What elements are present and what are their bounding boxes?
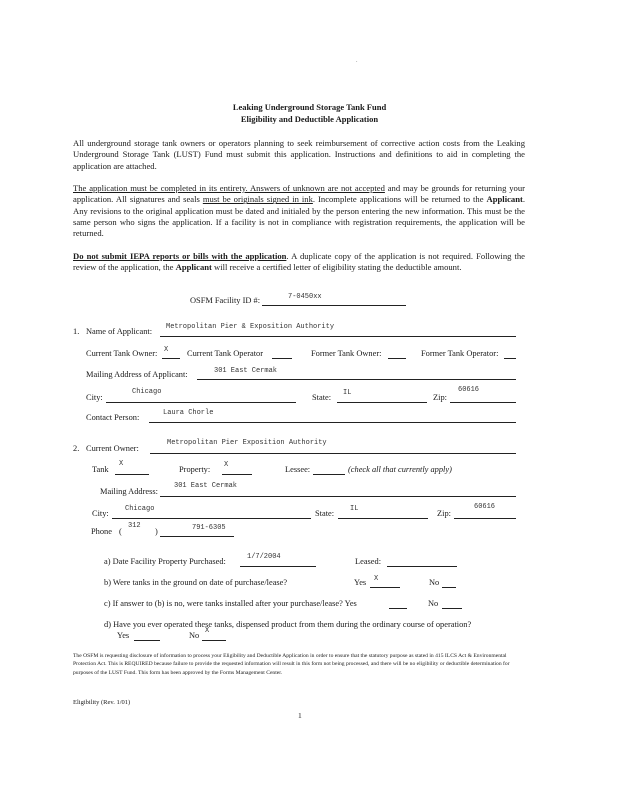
question-a-value[interactable]: 1/7/2004 [247,553,281,561]
owner-zip-label: Zip: [437,509,451,518]
applicant-name-line [160,336,516,337]
applicant-city-value[interactable]: Chicago [132,388,162,396]
intro-paragraph-3 [73,251,525,274]
applicant-mailing-label: Mailing Address of Applicant: [86,370,188,379]
owner-city-line [112,518,311,519]
facility-id-label: OSFM Facility ID #: [190,296,261,305]
page-number: 1 [298,711,302,720]
former-tank-operator-label: Former Tank Operator: [421,349,499,358]
question-b-no-line [442,587,456,588]
applicant-city-line [106,402,296,403]
question-d-label: d) Have you ever operated these tanks, dispensed product from them during the ordinary course of operation? [104,620,472,629]
facility-id-value[interactable]: 7-0450xx [288,293,322,301]
intro-paragraph-1: All underground storage tank owners or operators planning to seek reimbursement of corrective action costs from the Leaking Underground Storage Tank (LUST) Fund must submit this application. Instructions and definitions to aid in completing the application are attached. [73,138,525,171]
intro-p2-lead: The application must be completed in its entirety. Answers of unknown are not accepted [73,183,385,193]
phone-paren-close: ) [155,527,158,536]
section-1-number: 1. [73,327,80,336]
intro-paragraph-2 [73,183,525,239]
owner-city-value[interactable]: Chicago [125,505,155,513]
question-b-yes-label: Yes [354,578,367,587]
section-2-number: 2. [73,444,80,453]
applicant-mailing-value[interactable]: 301 East Cermak [214,367,278,375]
intro-p2-a: and may be grounds for returning your application. All signatures and seals [73,183,525,205]
applicant-zip-label: Zip: [433,393,447,402]
disclaimer-text: The OSFM is requesting disclosure of information to process your Eligibility and Deductible Application in order to ensure that the statutory purpose as stated in 415 ILCS Act & Environmental Protection Act. This is REQUIRED because failure to provide the requested information will result in this form not being processed, and there will be no eligibility or deductible determination for purposes of the LUST Fund. This form has been approved by the Forms Management Center. [73,653,510,676]
question-a-leased-label: Leased: [355,557,382,566]
applicant-zip-line [450,402,516,403]
current-tank-operator-line [272,358,292,359]
current-tank-owner-line [162,358,180,359]
owner-zip-line [454,518,516,519]
stray-mark: . [356,58,358,64]
lessee-line [313,474,345,475]
question-b-yes-mark[interactable]: X [374,575,379,583]
applicant-zip-value[interactable]: 60616 [458,386,480,394]
intro-p2-c: . Incomplete applications will be returned to the [312,194,487,205]
owner-city-label: City: [92,509,109,518]
phone-label: Phone [91,527,112,536]
applicant-state-label: State: [312,393,332,402]
question-d-no-line [202,640,226,641]
current-tank-owner-label: Current Tank Owner: [86,349,158,358]
current-owner-value[interactable]: Metropolitan Pier Exposition Authority [167,439,327,447]
current-tank-operator-label: Current Tank Operator [187,349,264,358]
question-d-yes-label: Yes [117,631,130,640]
phone-line [160,536,234,537]
question-d-no-mark[interactable]: X [205,627,210,635]
document-title: Leaking Underground Storage Tank Fund [232,102,387,112]
applicant-state-line [337,402,427,403]
question-a-label: a) Date Facility Property Purchased: [104,557,226,566]
owner-mailing-line [160,496,516,497]
question-c-no-label: No [428,599,439,608]
question-c-yes-line [389,608,407,609]
contact-person-label: Contact Person: [86,413,140,422]
owner-state-label: State: [315,509,335,518]
question-a-leased-line [387,566,457,567]
property-mark[interactable]: X [224,461,229,469]
tank-label: Tank [92,465,109,474]
lessee-label: Lessee: [285,465,311,474]
phone-number-value[interactable]: 791-6305 [192,524,226,532]
contact-person-value[interactable]: Laura Chorle [163,409,214,417]
phone-paren-open: ( [119,527,122,536]
former-tank-owner-label: Former Tank Owner: [311,349,382,358]
tank-line [115,474,149,475]
applicant-state-value[interactable]: IL [343,389,352,397]
owner-state-line [338,518,428,519]
property-line [222,474,252,475]
document-subtitle: Eligibility and Deductible Application [240,114,379,124]
facility-id-line [262,305,406,306]
current-owner-line [150,453,516,454]
phone-area-code[interactable]: 312 [128,522,141,530]
question-b-yes-line [370,587,400,588]
question-b-label: b) Were tanks in the ground on date of purchase/lease? [104,578,288,587]
current-tank-owner-mark[interactable]: X [164,346,169,354]
intro-p2-b: must be originals signed in ink [202,194,313,205]
applicant-name-value[interactable]: Metropolitan Pier & Exposition Authority [166,323,335,331]
current-owner-label: Current Owner: [86,444,139,453]
applicant-name-label: Name of Applicant: [86,327,153,336]
question-a-line [240,566,316,567]
intro-p2-e: . Any revisions to the original application must be dated and initialed by the person entering the new information. This must be the same person who signs the application. If a facility is not in compliance with registration requirements, the application will be returned. [73,194,525,239]
intro-p3-a: . A duplicate copy of the application is not required. Following the review of the application, the [73,251,525,273]
question-c-no-line [442,608,462,609]
tank-mark[interactable]: X [119,460,124,468]
owner-mailing-value[interactable]: 301 East Cermak [174,482,238,490]
property-label: Property: [179,465,211,474]
intro-p3-c: will receive a certified letter of eligibility stating the deductible amount. [211,262,462,273]
owner-state-value[interactable]: IL [350,505,359,513]
intro-p3-lead: Do not submit IEPA reports or bills with the application [73,251,287,261]
applicant-city-label: City: [86,393,103,402]
former-tank-operator-line [504,358,516,359]
check-apply-note: (check all that currently apply) [348,465,452,474]
question-c-label: c) If answer to (b) is no, were tanks installed after your purchase/lease? Yes [104,599,357,608]
form-code: Eligibility (Rev. 1/01) [73,699,131,706]
intro-p3-b: Applicant [175,262,212,273]
contact-person-line [149,422,516,423]
question-d-yes-line [134,640,160,641]
owner-zip-value[interactable]: 60616 [474,503,496,511]
intro-p2-d: Applicant [486,194,523,205]
question-b-no-label: No [429,578,440,587]
applicant-mailing-line [197,379,516,380]
owner-mailing-label: Mailing Address: [100,487,158,496]
former-tank-owner-line [388,358,406,359]
question-d-no-label: No [189,631,200,640]
